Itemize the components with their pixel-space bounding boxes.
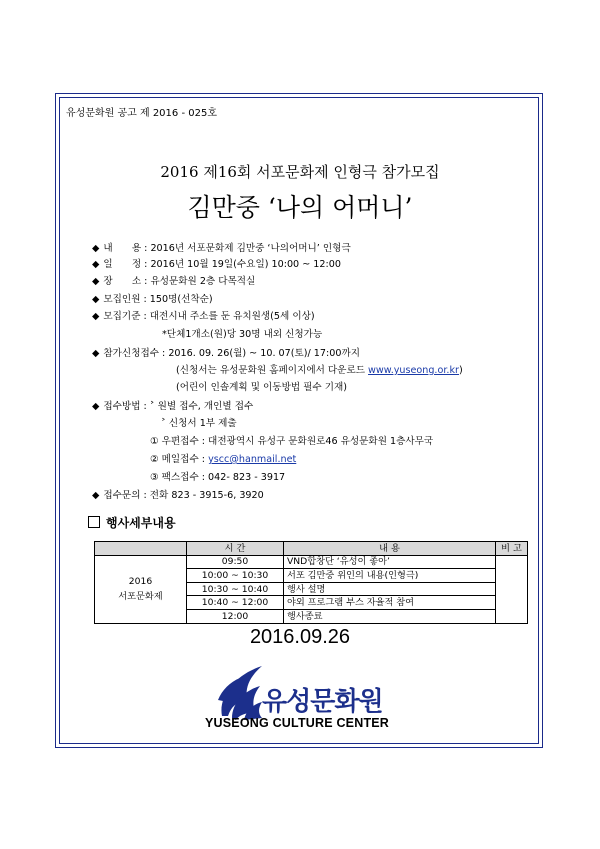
note-cell xyxy=(496,555,528,623)
header-note: 비 고 xyxy=(496,542,528,556)
info-criteria: ◆ 모집기준 : 대전시내 주소를 둔 유치원생(5세 이상) xyxy=(92,311,315,322)
header-time: 시 간 xyxy=(187,542,284,556)
info-schedule: ◆ 일 정 : 2016년 10월 19일(수요일) 10:00 ~ 12:00 xyxy=(92,259,341,270)
checkbox-square-icon xyxy=(88,516,100,528)
info-inquiry: ◆ 접수문의 : 전화 823 - 3915-6, 3920 xyxy=(92,490,264,501)
schedule-table xyxy=(94,541,528,624)
info-download-note: (신청서는 유성문화원 홈페이지에서 다운로드 www.yuseong.or.kr) xyxy=(176,365,463,376)
table-row: 10:30 ~ 10:40 행사 설명 xyxy=(95,582,528,596)
info-method: ◆ 접수방법 : ˃ 원별 접수, 개인별 접수 xyxy=(92,401,254,412)
play-title: 김만중 ‘나의 어머니’ xyxy=(187,193,413,222)
info-email: ② 메일접수 : yscc@hanmail.net xyxy=(150,454,297,465)
document-date: 2016.09.26 xyxy=(249,626,351,648)
info-location: ◆ 장 소 : 유성문화원 2층 다목적실 xyxy=(92,276,256,287)
event-title: 2016 제16회 서포문화제 인형극 참가모집 xyxy=(160,163,440,181)
email-link[interactable]: yscc@hanmail.net xyxy=(208,454,297,465)
info-required-note: (어린이 인솔계획 및 이동방법 필수 기재) xyxy=(176,382,348,393)
table-row: 10:00 ~ 10:30 서포 김만중 위인의 내용(인형극) xyxy=(95,569,528,583)
table-row: 10:40 ~ 12:00 야외 프로그램 부스 자율적 참여 xyxy=(95,596,528,610)
notice-number: 유성문화원 공고 제 2016 - 025호 xyxy=(66,108,217,119)
table-header-row xyxy=(95,542,528,556)
info-content: ◆ 내 용 : 2016년 서포문화제 김만중 ‘나의어머니’ 인형극 xyxy=(92,243,351,254)
section-title: 행사세부내용 xyxy=(88,514,176,531)
logo-korean-text: 유성문화원 xyxy=(262,687,383,717)
group-label: 2016 서포문화제 xyxy=(95,555,187,623)
info-application-period: ◆ 참가신청접수 : 2016. 09. 26(월) ~ 10. 07(토)/ 17:00까지 xyxy=(92,348,360,359)
homepage-link[interactable]: www.yuseong.or.kr xyxy=(368,365,459,376)
info-criteria-note: *단체1개소(원)당 30명 내외 신청가능 xyxy=(162,329,323,340)
table-row: 12:00 행사종료 xyxy=(95,609,528,623)
table-row: 2016 서포문화제 09:50 VND합창단 ‘유성이 좋아’ xyxy=(95,555,528,569)
logo-english-text: YUSEONG CULTURE CENTER xyxy=(205,716,390,730)
info-capacity: ◆ 모집인원 : 150명(선착순) xyxy=(92,294,213,305)
header-content: 내 용 xyxy=(284,542,496,556)
info-method-form: ˃ 신청서 1부 제출 xyxy=(161,418,237,429)
info-fax: ③ 팩스접수 : 042- 823 - 3917 xyxy=(150,472,286,483)
info-mail-post: ① 우편접수 : 대전광역시 유성구 문화원로46 유성문화원 1층사무국 xyxy=(150,436,434,447)
